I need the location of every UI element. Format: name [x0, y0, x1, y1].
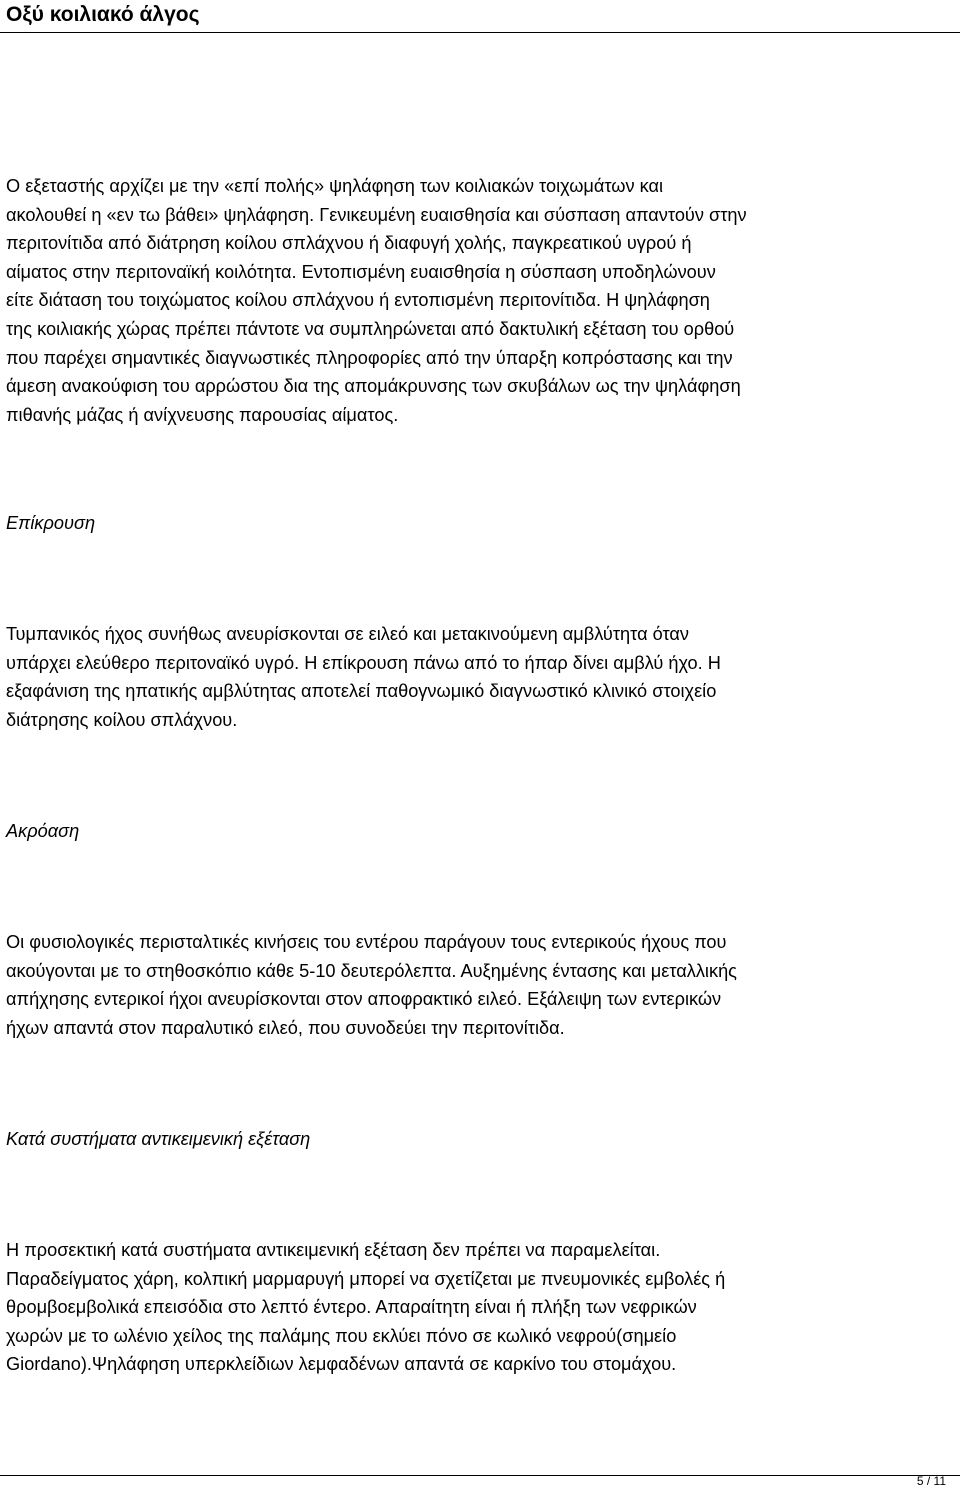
paragraph-line: Giordano).Ψηλάφηση υπερκλείδιων λεμφαδένων απαντά σε καρκίνο του στομάχου.	[6, 1354, 677, 1375]
paragraph-line: άμεση ανακούφιση του αρρώστου δια της απομάκρυνσης των σκυβάλων ως την ψηλάφηση	[6, 376, 741, 397]
paragraph-line: υπάρχει ελεύθερο περιτοναϊκό υγρό. Η επίκρουση πάνω από το ήπαρ δίνει αμβλύ ήχο. Η	[6, 652, 721, 673]
header-divider	[0, 32, 960, 33]
systems-exam-heading: Κατά συστήματα αντικειμενική εξέταση	[6, 1129, 311, 1149]
paragraph-line: ακολουθεί η «εν τω βάθει» ψηλάφηση. Γενικευμένη ευαισθησία και σύσπαση απαντούν στην	[6, 204, 747, 225]
paragraph-line: διάτρησης κοίλου σπλάχνου.	[6, 709, 238, 730]
paragraph-line: αίματος στην περιτοναϊκή κοιλότητα. Εντοπισμένη ευαισθησία η σύσπαση υποδηλώνουν	[6, 261, 716, 282]
paragraph-line: εξαφάνιση της ηπατικής αμβλύτητας αποτελεί παθογνωμικό διαγνωστικό κλινικό στοιχείο	[6, 681, 717, 702]
paragraph-line: πιθανής μάζας ή ανίχνευσης παρουσίας αίματος.	[6, 404, 399, 425]
paragraph-line: χωρών με το ωλένιο χείλος της παλάμης που εκλύει πόνο σε κωλικό νεφρού(σημείο	[6, 1325, 677, 1346]
paragraph-line: Παραδείγματος χάρη, κολπική μαρμαρυγή μπορεί να σχετίζεται με πνευμονικές εμβολές ή	[6, 1268, 726, 1289]
percussion-paragraph	[6, 620, 956, 734]
systems-exam-paragraph	[6, 1236, 956, 1379]
paragraph-line: ακούγονται με το στηθοσκόπιο κάθε 5-10 δευτερόλεπτα. Αυξημένης έντασης και μεταλλικής	[6, 960, 737, 981]
paragraph-line: της κοιλιακής χώρας πρέπει πάντοτε να συμπληρώνεται από δακτυλική εξέταση του ορθού	[6, 318, 735, 339]
paragraph-line: είτε διάταση του τοιχώματος κοίλου σπλάχνου ή εντοπισμένη περιτονίτιδα. Η ψηλάφηση	[6, 290, 710, 311]
paragraph-line: Τυμπανικός ήχος συνήθως ανευρίσκονται σε ειλεό και μετακινούμενη αμβλύτητα όταν	[6, 624, 690, 644]
paragraph-line: περιτονίτιδα από διάτρηση κοίλου σπλάχνου ή διαφυγή χολής, παγκρεατικού υγρού ή	[6, 233, 692, 254]
percussion-heading: Επίκρουση	[6, 513, 96, 533]
paragraph-line: απήχησης εντερικοί ήχοι ανευρίσκονται στον αποφρακτικό ειλεό. Εξάλειψη των εντερικών	[6, 989, 722, 1010]
paragraph-line: θρομβοεμβολικά επεισόδια στο λεπτό έντερο. Απαραίτητη είναι ή πλήξη των νεφρικών	[6, 1297, 697, 1318]
palpation-paragraph	[6, 172, 956, 429]
page-header	[0, 0, 960, 34]
auscultation-paragraph	[6, 928, 956, 1042]
paragraph-line: Η προσεκτική κατά συστήματα αντικειμενική εξέταση δεν πρέπει να παραμελείται.	[6, 1240, 661, 1260]
page-title: Οξύ κοιλιακό άλγος	[6, 3, 200, 26]
paragraph-line: Οι φυσιολογικές περισταλτικές κινήσεις του εντέρου παράγουν τους εντερικούς ήχους που	[6, 932, 727, 952]
paragraph-line: που παρέχει σημαντικές διαγνωστικές πληροφορίες από την ύπαρξη κοπρόστασης και την	[6, 347, 733, 368]
page-number: 5 / 11	[916, 1474, 946, 1488]
paragraph-line: Ο εξεταστής αρχίζει με την «επί πολής» ψηλάφηση των κοιλιακών τοιχωμάτων και	[6, 176, 664, 196]
footer-divider	[0, 1475, 960, 1476]
paragraph-line: ήχων απαντά στον παραλυτικό ειλεό, που συνοδεύει την περιτονίτιδα.	[6, 1017, 565, 1038]
auscultation-heading: Ακρόαση	[6, 821, 80, 841]
